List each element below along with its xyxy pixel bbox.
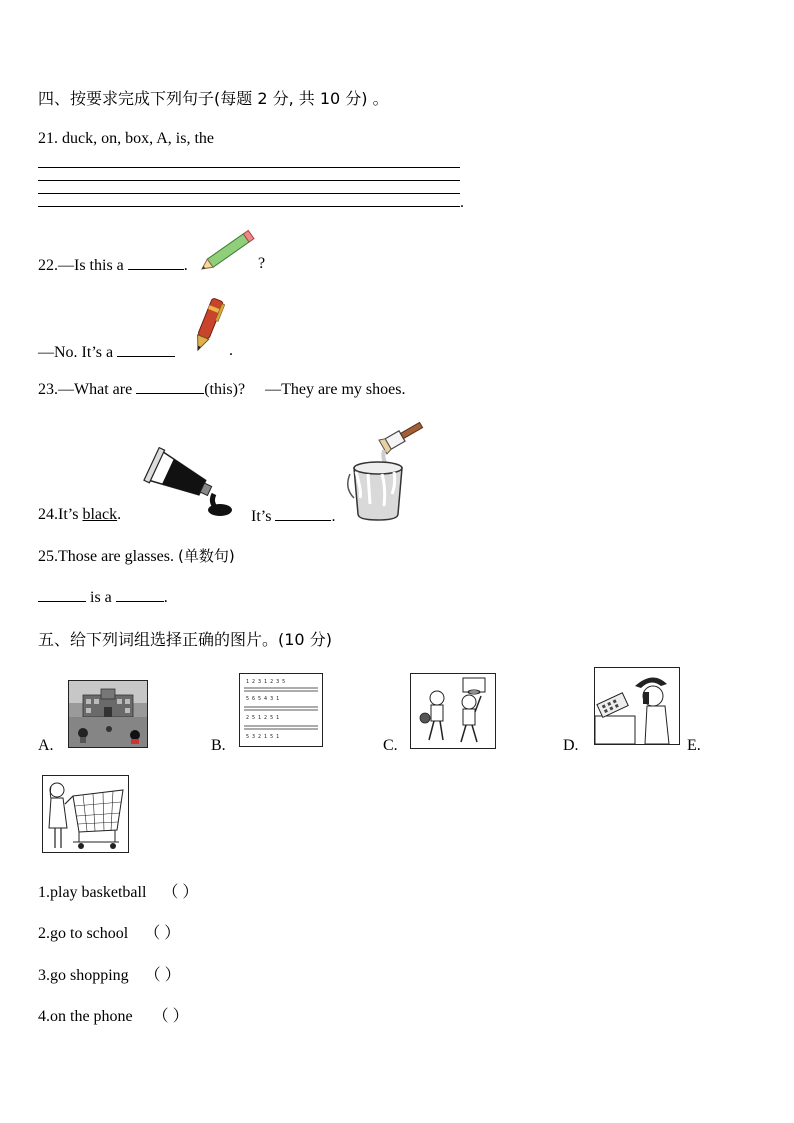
- q22-question: [38, 255, 188, 275]
- q24-line-right: [251, 506, 335, 526]
- answer-line[interactable]: [38, 193, 460, 194]
- list-item: [38, 1003, 189, 1026]
- q22-dot: .: [183, 257, 188, 274]
- item-text: 2.go to school: [38, 925, 129, 942]
- answer-parentheses[interactable]: （ ）: [144, 925, 181, 942]
- section5-heading: 五、给下列词组选择正确的图片。(10 分): [38, 630, 332, 649]
- q25-prompt-line: [38, 545, 235, 566]
- picture-shopping[interactable]: [42, 775, 129, 853]
- q23-question-text: 23.—What are: [38, 381, 133, 398]
- answer-parentheses[interactable]: （ ）: [162, 884, 199, 901]
- q21-prompt: 21. duck, on, box, A, is, the: [38, 130, 214, 147]
- answer-parentheses[interactable]: （ ）: [144, 967, 181, 984]
- section4-heading: 四、按要求完成下列句子(每题 2 分, 共 10 分) 。: [38, 89, 389, 108]
- basketball-players-icon: [411, 674, 495, 748]
- picture-basketball[interactable]: [410, 673, 496, 749]
- pen-icon: [188, 292, 228, 358]
- q21-end-dot: .: [460, 194, 464, 211]
- q24-dot: .: [117, 506, 122, 523]
- option-label-c: C.: [383, 737, 398, 754]
- q24-dot-2: .: [331, 508, 336, 525]
- q23-line: [38, 379, 405, 399]
- q22-blank-1[interactable]: [128, 255, 184, 270]
- q23-answer-text: —They are my shoes.: [265, 381, 406, 398]
- item-text: 4.on the phone: [38, 1008, 133, 1025]
- item-text: 1.play basketball: [38, 884, 147, 901]
- answer-line[interactable]: [38, 167, 460, 168]
- picture-school[interactable]: [68, 680, 148, 748]
- q25-blank-1[interactable]: [38, 587, 86, 602]
- option-label-b: B.: [211, 737, 226, 754]
- q25-is-a: is a: [90, 589, 112, 606]
- list-item: [38, 962, 181, 985]
- q25-answer-line: [38, 587, 168, 607]
- answer-parentheses[interactable]: （ ）: [152, 1008, 189, 1025]
- option-label-d: D.: [563, 737, 579, 754]
- q23-hint: (this)?: [204, 381, 246, 398]
- pencil-icon: [196, 226, 262, 274]
- q22-blank-2[interactable]: [117, 342, 175, 357]
- paint-tube-icon: [146, 450, 242, 520]
- svg-text:2 5 1 2 5 1: 2 5 1 2 5 1: [246, 715, 280, 721]
- item-text: 3.go shopping: [38, 967, 129, 984]
- q25-note: (单数句): [177, 547, 235, 565]
- option-label-e: E.: [687, 737, 701, 754]
- q24-prefix: 24.It’s: [38, 506, 79, 523]
- answer-line[interactable]: [38, 180, 460, 181]
- q24-underlined-word: black: [82, 506, 118, 523]
- list-item: [38, 879, 198, 902]
- q22-answer-dot: .: [229, 342, 233, 359]
- q24-blank[interactable]: [275, 506, 331, 521]
- option-label-a: A.: [38, 737, 54, 754]
- svg-text:1 2 3 1 2 3 5: 1 2 3 1 2 3 5: [246, 679, 286, 685]
- q22-answer: [38, 342, 175, 362]
- q24-line-left: [38, 506, 121, 524]
- q25-prompt: 25.Those are glasses.: [38, 548, 174, 565]
- svg-text:5 6 5 4 3 1: 5 6 5 4 3 1: [246, 696, 280, 702]
- picture-phone[interactable]: [594, 667, 680, 745]
- q22-question-text: 22.—Is this a: [38, 257, 124, 274]
- telephone-call-icon: [595, 668, 679, 744]
- picture-music-score[interactable]: [239, 673, 323, 747]
- shopping-cart-girl-icon: [43, 776, 128, 852]
- svg-text:5 3 2 1 5 1: 5 3 2 1 5 1: [246, 734, 280, 740]
- q22-question-mark: ?: [258, 255, 266, 272]
- q25-blank-2[interactable]: [116, 587, 164, 602]
- answer-line[interactable]: [38, 206, 460, 207]
- q23-blank[interactable]: [136, 379, 204, 394]
- music-score-icon: [240, 674, 322, 746]
- q22-answer-text: —No. It’s a: [38, 344, 114, 361]
- school-illustration-icon: [69, 681, 147, 747]
- q24-second-prefix: It’s: [251, 508, 272, 525]
- paint-bucket-icon: [346, 418, 430, 522]
- q25-dot: .: [163, 589, 168, 606]
- list-item: [38, 920, 180, 943]
